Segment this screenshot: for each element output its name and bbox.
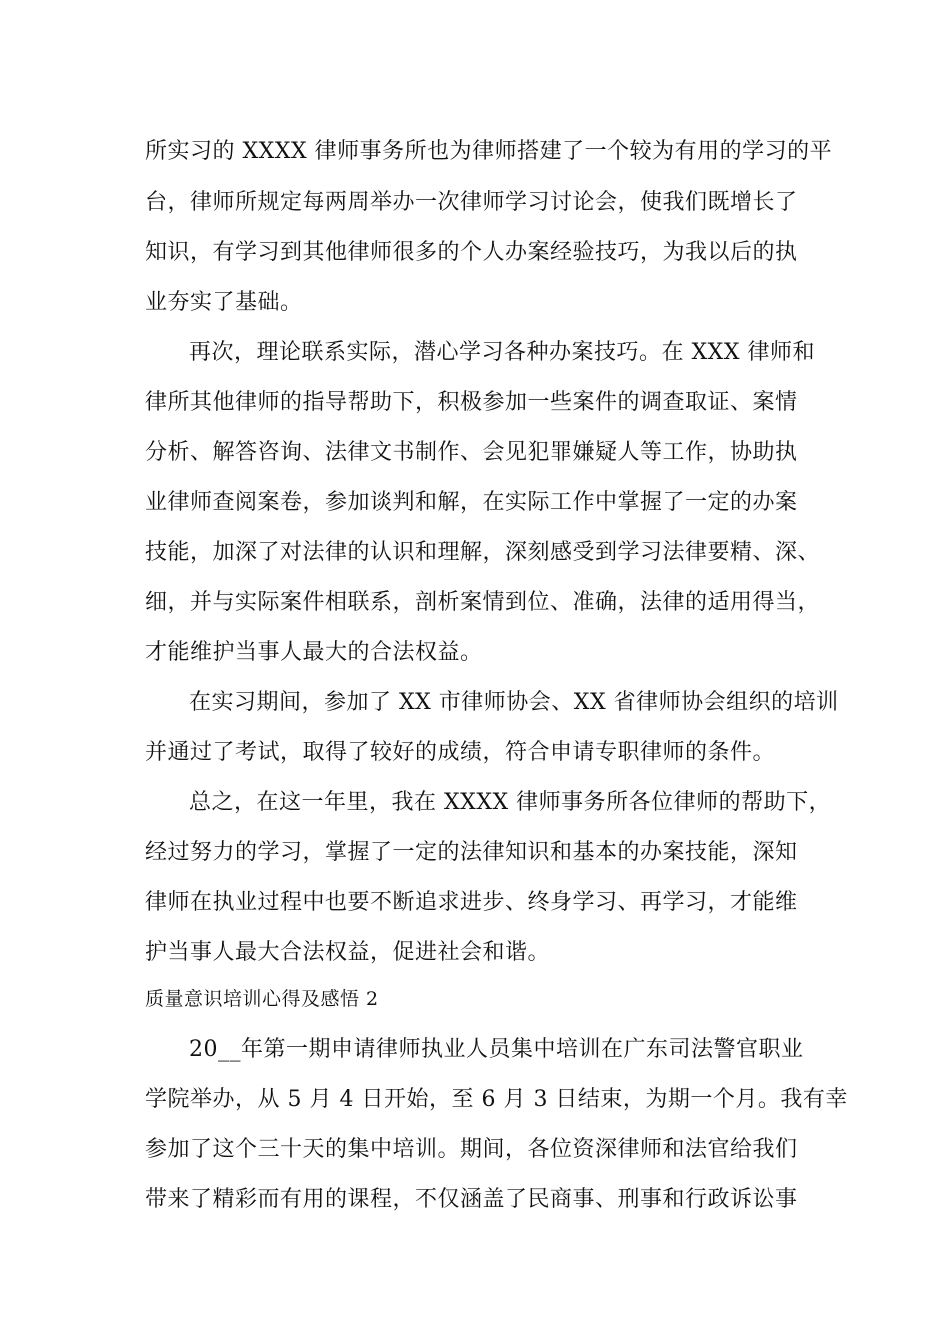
text-line: 业夯实了基础。 — [145, 290, 303, 315]
text-line: 律所其他律师的指导帮助下，积极参加一些案件的调查取证、案情 — [145, 390, 798, 415]
section-heading: 质量意识培训心得及感悟 2 — [145, 988, 379, 1010]
text-line: 业律师查阅案卷，参加谈判和解，在实际工作中掌握了一定的办案 — [145, 490, 798, 515]
text-line: 细，并与实际案件相联系，剖析案情到位、准确，法律的适用得当， — [145, 590, 821, 615]
text-line: 所实习的 XXXX 律师事务所也为律师搭建了一个较为有用的学习的平 — [145, 139, 833, 164]
text-line: 学院举办，从 5 月 4 日开始，至 6 月 3 日结束，为期一个月。我有幸 — [145, 1087, 848, 1112]
text-line: 经过努力的学习，掌握了一定的法律知识和基本的办案技能，深知 — [145, 840, 798, 865]
text-line: 在实习期间，参加了 XX 市律师协会、XX 省律师协会组织的培训 — [189, 690, 839, 715]
text-line: 总之，在这一年里，我在 XXXX 律师事务所各位律师的帮助下， — [189, 790, 832, 815]
text-line: 律师在执业过程中也要不断追求进步、终身学习、再学习，才能维 — [145, 890, 798, 915]
text-line: 参加了这个三十天的集中培训。期间，各位资深律师和法官给我们 — [145, 1137, 798, 1162]
text-line: 知识，有学习到其他律师很多的个人办案经验技巧，为我以后的执 — [145, 240, 798, 265]
text-line: 分析、解答咨询、法律文书制作、会见犯罪嫌疑人等工作，协助执 — [145, 440, 798, 465]
text-line: 并通过了考试，取得了较好的成绩，符合申请专职律师的条件。 — [145, 740, 776, 765]
text-line: 带来了精彩而有用的课程，不仅涵盖了民商事、刑事和行政诉讼事 — [145, 1187, 798, 1212]
text-line: 技能，加深了对法律的认识和理解，深刻感受到学习法律要精、深、 — [145, 540, 821, 565]
text-line: 才能维护当事人最大的合法权益。 — [145, 640, 483, 665]
text-line: 护当事人最大合法权益，促进社会和谐。 — [145, 940, 551, 965]
text-line: 20__年第一期申请律师执业人员集中培训在广东司法警官职业 — [189, 1037, 804, 1062]
text-line: 再次，理论联系实际，潜心学习各种办案技巧。在 XXX 律师和 — [189, 340, 815, 365]
text-line: 台，律师所规定每两周举办一次律师学习讨论会，使我们既增长了 — [145, 190, 798, 215]
